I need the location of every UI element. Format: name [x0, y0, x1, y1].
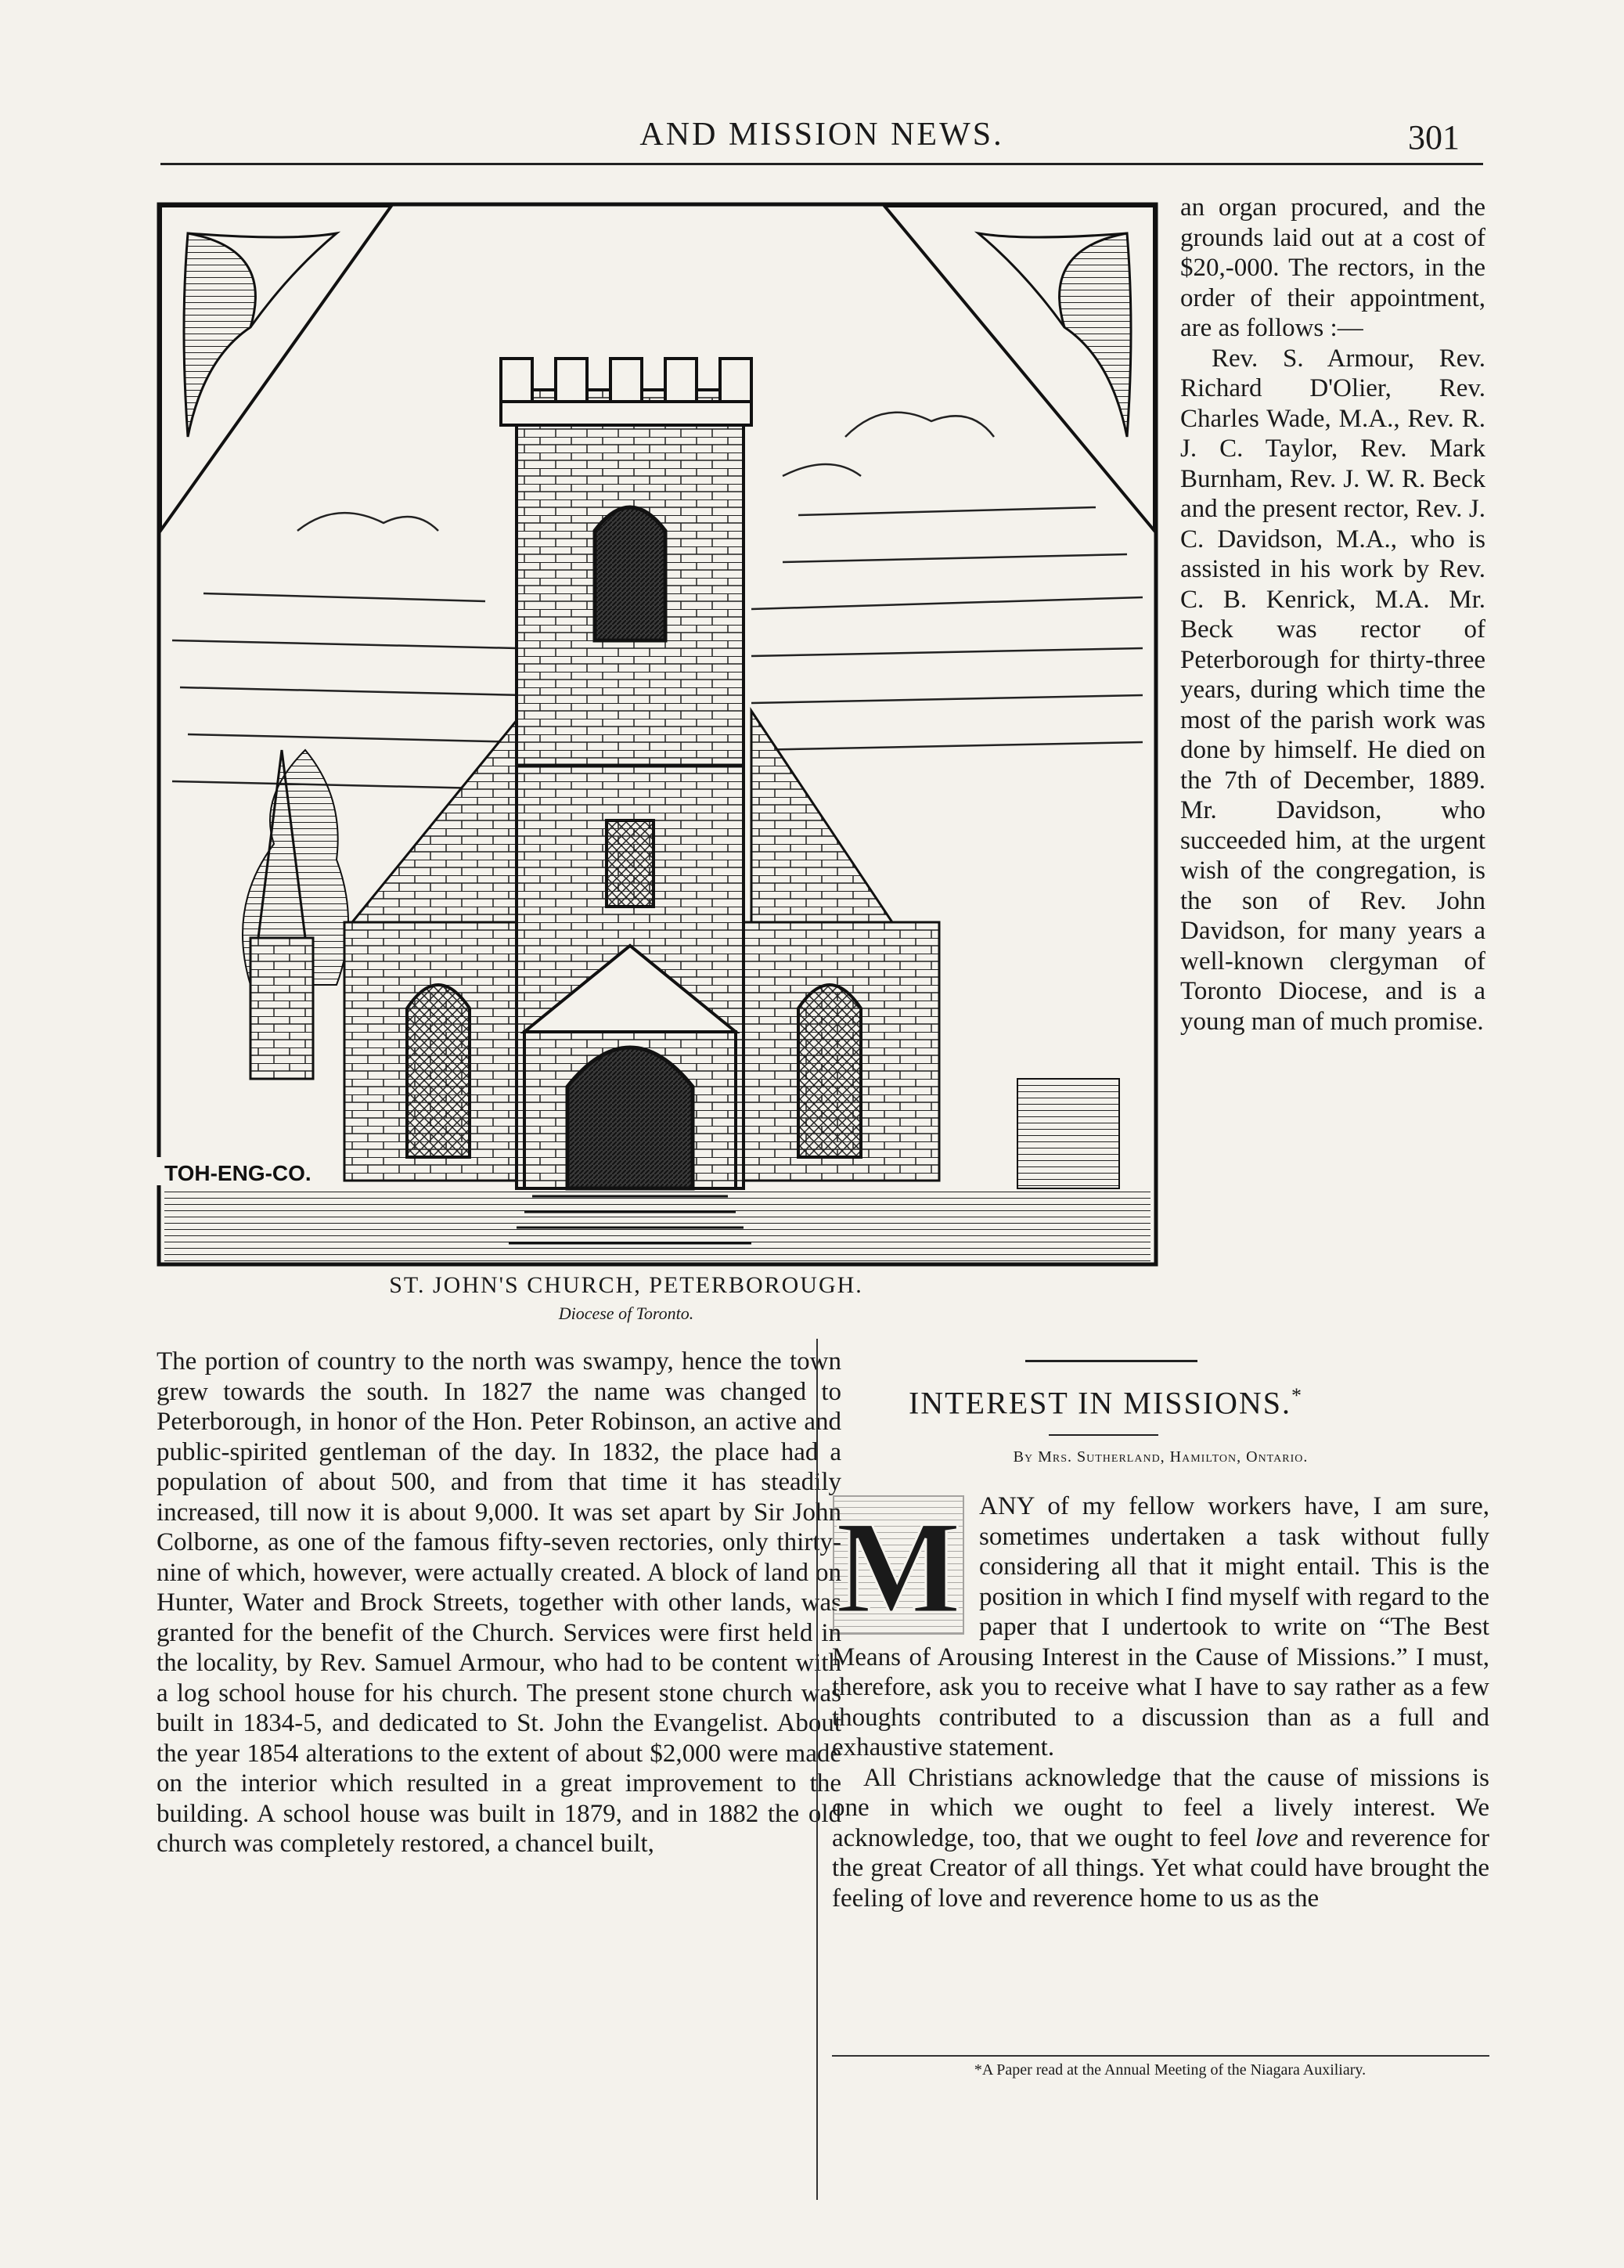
caption-subtitle: Diocese of Toronto.	[558, 1303, 694, 1323]
church-engraving-drawing	[157, 202, 1158, 1267]
drop-cap-letter: M	[835, 1495, 962, 1635]
footnote-mark: *	[1291, 1384, 1304, 1407]
drop-cap	[832, 1495, 965, 1635]
rectors-text: an organ procured, and the grounds laid out at a cost of $20,-000. The rectors, in the order of their appointment, are as follows :—	[1180, 193, 1485, 342]
illustration-caption	[157, 1272, 1096, 1324]
article-paragraph-1: ANY of my fellow workers have, I am sure, sometimes undertaken a task without fully considering all that it might entail. This is the position in which I find myself with regard to the paper that I undertook to write on “The Best Means of Arousing Interest in the Cause of Missions.” I must, therefore, ask you to receive what I have to say rather as a few thoughts contributed to a discussion than as a full and exhaustive statement.	[832, 1492, 1489, 1761]
caption-title: ST. JOHN'S CHURCH, PETERBOROUGH.	[389, 1272, 863, 1298]
article-byline: By Mrs. Sutherland, Hamilton, Ontario.	[1013, 1448, 1309, 1466]
article-paragraph-2-emphasis: love	[1255, 1823, 1298, 1852]
article-title-text: INTEREST IN MISSIONS.	[908, 1385, 1292, 1421]
left-column	[157, 1347, 841, 1859]
engraver-mark: TOH-ENG-CO.	[164, 1161, 311, 1185]
right-narrow-column	[1180, 193, 1485, 1037]
drop-cap-ornament	[832, 1495, 965, 1635]
history-paragraph: The portion of country to the north was swampy, hence the town grew towards the south. In 1827 the name was changed to Peterborough, in honor of the Hon. Peter Robinson, an active and public-spirited gentleman of the day. In 1832, the place had a population of about 500, and from that time it has steadily increased, till now it is about 9,000. It was set apart by Sir John Colborne, as one of the famous fifty-seven rectories, only thirty-nine of which, however, were actually created. A block of land on Hunter, Water and Brock Streets, together with other lands, was granted for the benefit of the Church. Services were first held in the locality, by Rev. Samuel Armour, who had to be content with a log school house for his church. The present stone church was built in 1834-5, and dedicated to St. John the Evangelist. About the year 1854 alterations to the extent of about $2,000 were made on the interior which resulted in a great improvement to the building. A school house was built in 1879, and in 1882 the old church was completely restored, a chancel built,	[157, 1347, 841, 1858]
title-rule	[1049, 1434, 1158, 1436]
church-engraving	[157, 202, 1158, 1267]
article-paragraph-2	[832, 1763, 1489, 1914]
column-divider	[816, 1339, 818, 2200]
running-title: AND MISSION NEWS.	[639, 117, 1004, 153]
section-rule	[1025, 1360, 1197, 1362]
head-rule	[160, 163, 1483, 165]
article-paragraph-2-a: All Christians acknowledge that the cause of missions is one in which we ought to feel a lively interest. We acknowledge, too, that we ought to feel	[832, 1763, 1489, 1852]
footnote-rule	[832, 2055, 1489, 2057]
running-head	[160, 110, 1483, 164]
rectors-list-text: Rev. S. Armour, Rev. Richard D'Olier, Rev. Charles Wade, M.A., Rev. R. J. C. Taylor, Rev. Mark Burnham, Rev. J. W. R. Beck and the present rector, Rev. J. C. Davidson, M.A., who is assisted in his work by Rev. C. B. Kenrick, M.A. Mr. Beck was rector of Peterborough for thirty-three years, during which time the most of the parish work was done by himself. He died on the 7th of December, 1889. Mr. Davidson, who succeeded him, at the urgent wish of the congregation, is the son of Rev. John Davidson, for many years a well-known clergyman of Toronto Diocese, and is a young man of much promise.	[1180, 344, 1485, 1036]
page-number: 301	[1408, 118, 1460, 157]
article-title	[832, 1384, 1380, 1421]
footnote: *A Paper read at the Annual Meeting of the Niagara Auxiliary.	[974, 2061, 1367, 2079]
article-paragraph-2-b: and reverence for the great Creator of all things. Yet what could have brought the feeling of love and reverence home to us as the	[832, 1823, 1489, 1913]
article-body	[832, 1491, 1489, 1913]
